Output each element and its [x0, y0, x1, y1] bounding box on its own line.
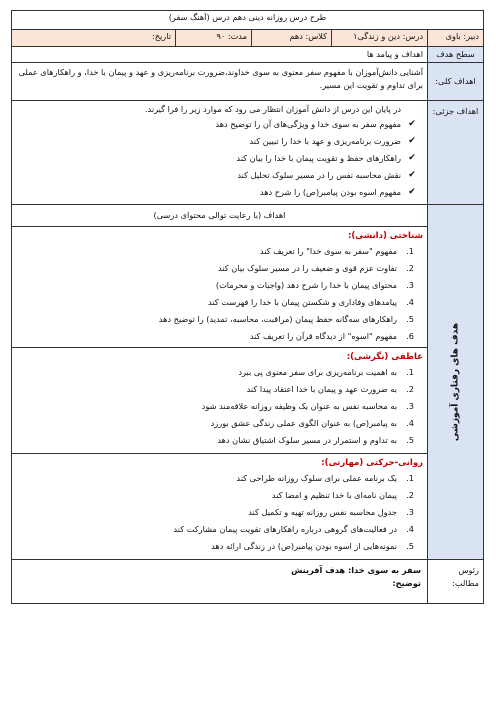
check-icon: ✔ [408, 136, 416, 146]
knowledge-number: 3. [406, 280, 414, 291]
psychomotor-title: روانی-حرکتی (مهارتی): [321, 458, 423, 469]
content-label-2: مطالب: [452, 578, 479, 588]
date-cell: تاریخ: [11, 30, 175, 47]
behavioral-side-label: هدف های رفتاری آموزشی [450, 322, 460, 442]
affective-title: عاطفی (نگرشی): [346, 352, 423, 363]
knowledge-item [16, 260, 423, 277]
knowledge-number: 1. [406, 246, 414, 257]
psychomotor-text: جدول محاسبه نفس روزانه تهیه و تکمیل کند [248, 507, 397, 518]
psychomotor-number: 2. [406, 490, 414, 501]
partial-goal-text: راهکارهای حفظ و تقویت پیمان با خدا را بیان کند [236, 153, 401, 163]
affective-text: به اهمیت برنامه‌ریزی برای سفر معنوی پی ببرد [238, 367, 397, 378]
partial-goal-item [16, 150, 423, 167]
lesson-plan-page [12, 10, 484, 604]
duration-cell: مدت: ۹۰ [176, 30, 252, 47]
knowledge-text: مفهوم "سفر به سوی خدا" را تعریف کند [259, 246, 397, 257]
check-icon: ✔ [408, 153, 416, 163]
psychomotor-number: 3. [406, 507, 414, 518]
partial-goals-list [16, 116, 423, 201]
info-row [11, 30, 483, 47]
psychomotor-item [16, 521, 423, 538]
check-icon: ✔ [408, 187, 416, 197]
content-explain: توضیح: [392, 578, 421, 588]
partial-goal-item [16, 133, 423, 150]
partial-goal-item [16, 116, 423, 133]
affective-number: 2. [406, 384, 414, 395]
behavioral-side-cell [428, 205, 484, 560]
knowledge-text: پیامدهای وفاداری و شکستن پیمان با خدا را فهرست کند [208, 297, 397, 308]
behavioral-header: اهداف (با رعایت توالی محتوای درسی) [11, 205, 427, 227]
partial-goals-label: اهداف جزئی: [428, 101, 484, 205]
knowledge-number: 4. [406, 297, 414, 308]
knowledge-list [16, 243, 423, 345]
content-label-cell [428, 560, 484, 604]
affective-item [16, 432, 423, 449]
affective-cell [11, 348, 427, 454]
knowledge-title: شناختی (دانشی): [347, 231, 423, 242]
psychomotor-list [16, 470, 423, 555]
class-cell: کلاس: دهم [252, 30, 332, 47]
lesson-cell: درس: دین و زندگی۱ [332, 30, 428, 47]
psychomotor-cell [11, 454, 427, 560]
affective-item [16, 415, 423, 432]
knowledge-cell [11, 227, 427, 348]
psychomotor-text: یک برنامه عملی برای سلوک روزانه طراحی کند [236, 473, 397, 484]
page-title: طرح درس روزانه دینی دهم درس (آهنگ سفر) [11, 11, 483, 30]
knowledge-number: 2. [406, 263, 414, 274]
level-value: اهداف و پیامد ها [11, 47, 427, 63]
knowledge-item [16, 328, 423, 345]
lesson-plan-table [11, 10, 484, 604]
psychomotor-item [16, 470, 423, 487]
psychomotor-number: 4. [406, 524, 414, 535]
partial-goal-item [16, 167, 423, 184]
teacher-cell: دبیر: باوی [428, 30, 484, 47]
partial-goal-text: ضرورت برنامه‌ریزی و عهد با خدا را تبیین کند [249, 136, 401, 146]
knowledge-text: محتوای پیمان با خدا را شرح دهد (واجبات و محرمات) [215, 280, 397, 291]
knowledge-item [16, 243, 423, 260]
affective-list [16, 364, 423, 449]
affective-text: به ضرورت عهد و پیمان با خدا اعتقاد پیدا کند [246, 384, 397, 395]
check-icon: ✔ [408, 119, 416, 129]
affective-text: به محاسبه نفس به عنوان یک وظیفه روزانه علاقه‌مند شود [201, 401, 397, 412]
affective-number: 4. [406, 418, 414, 429]
knowledge-item [16, 277, 423, 294]
partial-goals-intro: در پایان این درس از دانش آموزان انتظار می رود که موارد زیر را فرا گیرند. [144, 104, 401, 114]
affective-number: 1. [406, 367, 414, 378]
psychomotor-number: 5. [406, 541, 414, 552]
content-title: سفر به سوی خدا: هدف آفرینش [291, 565, 421, 575]
partial-goal-text: مفهوم اسوه بودن پیامبر(ص) را شرح دهد [259, 187, 401, 197]
psychomotor-item [16, 504, 423, 521]
knowledge-number: 6. [406, 331, 414, 342]
partial-goal-text: نقش محاسبه نفس را در مسیر سلوک تحلیل کند [237, 170, 401, 180]
partial-goals-cell [11, 101, 427, 205]
check-icon: ✔ [408, 170, 416, 180]
knowledge-text: مفهوم "اسوه" از دیدگاه قرآن را تعریف کند [249, 331, 397, 342]
partial-goal-item [16, 184, 423, 201]
psychomotor-text: پیمان نامه‌ای با خدا تنظیم و امضا کند [271, 490, 397, 501]
level-label: سطح هدف [428, 47, 484, 63]
content-cell [11, 560, 427, 604]
psychomotor-item [16, 538, 423, 555]
knowledge-number: 5. [406, 314, 414, 325]
affective-item [16, 398, 423, 415]
psychomotor-text: نمونه‌هایی از اسوه بودن پیامبر(ص) در زندگی ارائه دهد [211, 541, 397, 552]
knowledge-item [16, 311, 423, 328]
affective-number: 5. [406, 435, 414, 446]
knowledge-item [16, 294, 423, 311]
general-goal-text: آشنایی دانش‌آموزان با مفهوم سفر معنوی به سوی خداوند،ضرورت برنامه‌ریزی و عهد و پیمان با خدا، و راهکارهای عملی برای تداوم و تقویت این مسیر. [11, 63, 427, 101]
affective-item [16, 381, 423, 398]
affective-item [16, 364, 423, 381]
psychomotor-number: 1. [406, 473, 414, 484]
affective-text: به تداوم و استمرار در مسیر سلوک اشتیاق نشان دهد [217, 435, 397, 446]
general-goal-label: اهداف کلی: [428, 63, 484, 101]
psychomotor-item [16, 487, 423, 504]
psychomotor-text: در فعالیت‌های گروهی درباره راهکارهای تقویت پیمان مشارکت کند [173, 524, 397, 535]
partial-goal-text: مفهوم سفر به سوی خدا و ویژگی‌های آن را توضیح دهد [215, 119, 401, 129]
affective-text: به پیامبر(ص) به عنوان الگوی عملی زندگی عشق بورزد [210, 418, 397, 429]
affective-number: 3. [406, 401, 414, 412]
knowledge-text: تفاوت عزم قوی و ضعیف را در مسیر سلوک بیان کند [218, 263, 397, 274]
knowledge-text: راهکارهای سه‌گانه حفظ پیمان (مراقبت، محاسبه، تمدید) را توضیح دهد [158, 314, 397, 325]
content-label-1: رئوس [458, 565, 479, 575]
